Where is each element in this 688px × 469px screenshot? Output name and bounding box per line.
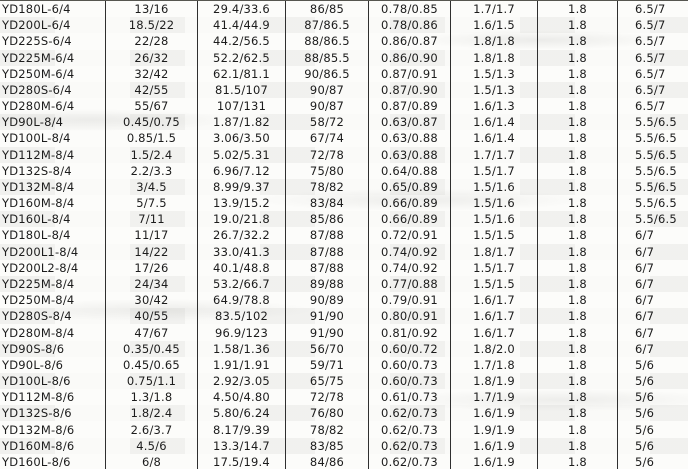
table-cell: 1.5/1.5	[450, 227, 537, 243]
table-cell: 5.5/6.5	[617, 195, 688, 211]
table-cell: 6.5/7	[617, 98, 688, 114]
table-cell: 1.3/1.8	[105, 389, 197, 405]
table-cell: 0.77/0.88	[368, 276, 450, 292]
table-cell: 1.8	[537, 1, 617, 17]
model-cell: YD225S-6/4	[2, 34, 72, 49]
table-cell: 52.2/62.5	[197, 50, 285, 66]
table-cell: 78/82	[285, 421, 368, 437]
table-cell: 5.5/6.5	[617, 163, 688, 179]
table-cell: 72/78	[285, 389, 368, 405]
table-cell: 1.6/1.9	[450, 405, 537, 421]
table-row	[0, 308, 688, 324]
table-row	[0, 179, 688, 195]
table-cell: 1.5/1.6	[450, 195, 537, 211]
table-row	[0, 244, 688, 260]
table-cell: 86/85	[285, 1, 368, 17]
table-cell: 17.5/19.4	[197, 454, 285, 469]
model-cell: YD160L-8/4	[2, 212, 71, 227]
table-cell: 0.87/0.90	[368, 82, 450, 98]
table-cell: 6.5/7	[617, 33, 688, 49]
table-cell: 0.61/0.73	[368, 389, 450, 405]
model-cell: YD225M-6/4	[2, 50, 75, 65]
table-cell: 4.5/6	[105, 438, 197, 454]
table-cell: 0.81/0.92	[368, 324, 450, 340]
table-cell: 1.8	[537, 179, 617, 195]
table-row	[0, 17, 688, 33]
table-cell: 1.8/1.8	[450, 50, 537, 66]
table-cell: 0.60/0.73	[368, 373, 450, 389]
model-cell: YD280M-8/4	[2, 325, 75, 340]
table-row	[0, 147, 688, 163]
table-cell: 0.87/0.89	[368, 98, 450, 114]
table-cell: 1.8	[537, 324, 617, 340]
table-cell: 1.8	[537, 438, 617, 454]
table-row	[0, 66, 688, 82]
table-row	[0, 405, 688, 421]
table-cell: 84/86	[285, 454, 368, 469]
table-cell: 0.78/0.86	[368, 17, 450, 33]
table-cell: 47/67	[105, 324, 197, 340]
table-cell: 1.8/1.7	[450, 244, 537, 260]
table-cell: 1.7/1.7	[450, 147, 537, 163]
table-cell: 1.8	[537, 357, 617, 373]
table-cell: 78/82	[285, 179, 368, 195]
table-cell: 0.79/0.91	[368, 292, 450, 308]
table-cell: 33.0/41.3	[197, 244, 285, 260]
table-cell: 5/6	[617, 373, 688, 389]
table-cell: 65/75	[285, 373, 368, 389]
table-cell: 59/71	[285, 357, 368, 373]
table-cell: 6.5/7	[617, 17, 688, 33]
model-cell: YD160M-8/4	[2, 196, 75, 211]
model-cell: YD160M-8/6	[2, 438, 75, 453]
table-cell: 55/67	[105, 98, 197, 114]
table-cell: 5/6	[617, 438, 688, 454]
table-row	[0, 260, 688, 276]
table-cell: 1.8	[537, 405, 617, 421]
table-cell: 0.78/0.85	[368, 1, 450, 17]
table-cell: 5/6	[617, 421, 688, 437]
table-cell: 1.5/1.5	[450, 276, 537, 292]
table-cell: 0.62/0.73	[368, 454, 450, 469]
model-cell: YD132M-8/6	[2, 422, 75, 437]
table-cell: 1.6/1.5	[450, 17, 537, 33]
table-cell: 0.63/0.88	[368, 147, 450, 163]
table-row	[0, 324, 688, 340]
table-cell: 5.5/6.5	[617, 147, 688, 163]
table-cell: 76/80	[285, 405, 368, 421]
table-cell: 1.5/1.3	[450, 82, 537, 98]
table-row	[0, 50, 688, 66]
table-cell: 40/55	[105, 308, 197, 324]
table-cell: 0.86/0.87	[368, 33, 450, 49]
table-cell: 6.96/7.12	[197, 163, 285, 179]
table-cell: 58/72	[285, 114, 368, 130]
table-cell: 1.8	[537, 130, 617, 146]
table-cell: 4.50/4.80	[197, 389, 285, 405]
model-cell: YD132S-8/4	[2, 163, 72, 178]
table-cell: 62.1/81.1	[197, 66, 285, 82]
table-cell: 1.8	[537, 244, 617, 260]
table-cell: 90/87	[285, 82, 368, 98]
table-cell: 42/55	[105, 82, 197, 98]
table-cell: 1.6/1.7	[450, 308, 537, 324]
table-row	[0, 276, 688, 292]
table-row	[0, 130, 688, 146]
table-cell: 0.62/0.73	[368, 438, 450, 454]
model-cell: YD112M-8/4	[2, 147, 75, 162]
table-cell: 1.7/1.7	[450, 1, 537, 17]
model-cell: YD90S-8/6	[2, 341, 65, 356]
table-row	[0, 438, 688, 454]
table-cell: 5.80/6.24	[197, 405, 285, 421]
table-cell: 1.8	[537, 421, 617, 437]
model-cell: YD90L-8/6	[2, 357, 64, 372]
table-cell: 6.5/7	[617, 82, 688, 98]
table-cell: 13.3/14.7	[197, 438, 285, 454]
table-cell: 88/85.5	[285, 50, 368, 66]
table-cell: 2.6/3.7	[105, 421, 197, 437]
table-cell: 1.8	[537, 98, 617, 114]
table-cell: 1.8	[537, 50, 617, 66]
table-row	[0, 357, 688, 373]
table-cell: 0.64/0.88	[368, 163, 450, 179]
table-cell: 5.5/6.5	[617, 211, 688, 227]
model-cell: YD112M-8/6	[2, 390, 75, 405]
table-cell: 83/85	[285, 438, 368, 454]
table-cell: 0.66/0.89	[368, 195, 450, 211]
table-cell: 13.9/15.2	[197, 195, 285, 211]
table-row	[0, 82, 688, 98]
model-cell: YD200L1-8/4	[2, 244, 79, 259]
table-cell: 3/4.5	[105, 179, 197, 195]
table-cell: 1.8	[537, 373, 617, 389]
table-cell: 1.8	[537, 454, 617, 469]
table-cell: 18.5/22	[105, 17, 197, 33]
table-cell: 1.6/1.7	[450, 292, 537, 308]
table-cell: 1.8	[537, 341, 617, 357]
table-cell: 1.8	[537, 308, 617, 324]
table-cell: 6.5/7	[617, 50, 688, 66]
table-cell: 6/7	[617, 244, 688, 260]
model-cell: YD132S-8/6	[2, 406, 72, 421]
table-cell: 0.45/0.75	[105, 114, 197, 130]
table-cell: 83.5/102	[197, 308, 285, 324]
table-cell: 96.9/123	[197, 324, 285, 340]
table-cell: 0.74/0.92	[368, 260, 450, 276]
table-row	[0, 33, 688, 49]
table-row	[0, 163, 688, 179]
table-cell: 81.5/107	[197, 82, 285, 98]
table-cell: 17/26	[105, 260, 197, 276]
table-cell: 5/7.5	[105, 195, 197, 211]
table-cell: 1.8	[537, 114, 617, 130]
table-row	[0, 114, 688, 130]
model-cell: YD280S-6/4	[2, 82, 72, 97]
table-cell: 1.8	[537, 33, 617, 49]
table-cell: 1.6/1.9	[450, 454, 537, 469]
table-cell: 1.58/1.36	[197, 341, 285, 357]
table-row	[0, 1, 688, 17]
table-cell: 1.8/2.0	[450, 341, 537, 357]
model-cell: YD250M-8/4	[2, 293, 75, 308]
table-cell: 40.1/48.8	[197, 260, 285, 276]
table-cell: 2.92/3.05	[197, 373, 285, 389]
table-cell: 0.86/0.90	[368, 50, 450, 66]
table-cell: 1.8	[537, 292, 617, 308]
table-cell: 6/7	[617, 308, 688, 324]
table-cell: 1.8	[537, 17, 617, 33]
table-cell: 1.8	[537, 260, 617, 276]
table-cell: 89/88	[285, 276, 368, 292]
table-row	[0, 454, 688, 469]
model-cell: YD132M-8/4	[2, 179, 75, 194]
table-cell: 1.8	[537, 211, 617, 227]
model-cell: YD280S-8/4	[2, 309, 72, 324]
table-cell: 11/17	[105, 227, 197, 243]
table-row	[0, 292, 688, 308]
table-cell: 1.6/1.3	[450, 98, 537, 114]
table-cell: 29.4/33.6	[197, 1, 285, 17]
table-row	[0, 227, 688, 243]
table-cell: 32/42	[105, 66, 197, 82]
table-cell: 1.7/1.9	[450, 389, 537, 405]
table-cell: 26/32	[105, 50, 197, 66]
table-cell: 1.8	[537, 195, 617, 211]
table-cell: 6/8	[105, 454, 197, 469]
table-cell: 1.8	[537, 82, 617, 98]
table-cell: 6/7	[617, 341, 688, 357]
table-cell: 0.65/0.89	[368, 179, 450, 195]
table-cell: 6/7	[617, 292, 688, 308]
table-row	[0, 211, 688, 227]
table-cell: 6/7	[617, 260, 688, 276]
table-cell: 1.91/1.91	[197, 357, 285, 373]
table-cell: 0.87/0.91	[368, 66, 450, 82]
table-cell: 90/89	[285, 292, 368, 308]
table-row	[0, 373, 688, 389]
table-cell: 85/86	[285, 211, 368, 227]
table-cell: 6/7	[617, 276, 688, 292]
table-cell: 5.5/6.5	[617, 130, 688, 146]
table-cell: 1.8	[537, 163, 617, 179]
table-cell: 1.6/1.4	[450, 130, 537, 146]
table-cell: 87/86.5	[285, 17, 368, 33]
table-cell: 8.17/9.39	[197, 421, 285, 437]
model-cell: YD200L2-8/4	[2, 260, 79, 275]
table-cell: 5.02/5.31	[197, 147, 285, 163]
table-row	[0, 341, 688, 357]
model-cell: YD160L-8/6	[2, 454, 71, 469]
table-cell: 87/88	[285, 227, 368, 243]
table-cell: 19.0/21.8	[197, 211, 285, 227]
table-cell: 0.75/1.1	[105, 373, 197, 389]
table-cell: 5.5/6.5	[617, 179, 688, 195]
model-cell: YD180L-8/4	[2, 228, 71, 243]
table-cell: 1.5/1.3	[450, 66, 537, 82]
table-cell: 87/88	[285, 260, 368, 276]
table-row	[0, 195, 688, 211]
table-cell: 1.8/2.4	[105, 405, 197, 421]
table-cell: 1.8	[537, 389, 617, 405]
table-cell: 1.8/1.9	[450, 373, 537, 389]
table-cell: 1.9/1.9	[450, 421, 537, 437]
table-cell: 8.99/9.37	[197, 179, 285, 195]
table-cell: 0.60/0.73	[368, 357, 450, 373]
table-cell: 5/6	[617, 405, 688, 421]
table-cell: 13/16	[105, 1, 197, 17]
table-cell: 1.5/1.7	[450, 163, 537, 179]
model-cell: YD200L-6/4	[2, 18, 71, 33]
table-cell: 5/6	[617, 357, 688, 373]
table-cell: 72/78	[285, 147, 368, 163]
model-cell: YD280M-6/4	[2, 99, 75, 114]
table-cell: 0.80/0.91	[368, 308, 450, 324]
table-cell: 5/6	[617, 454, 688, 469]
table-cell: 14/22	[105, 244, 197, 260]
table-cell: 3.06/3.50	[197, 130, 285, 146]
table-cell: 1.8	[537, 66, 617, 82]
table-cell: 0.63/0.88	[368, 130, 450, 146]
table-cell: 6.5/7	[617, 1, 688, 17]
table-cell: 0.66/0.89	[368, 211, 450, 227]
table-cell: 0.60/0.72	[368, 341, 450, 357]
table-cell: 30/42	[105, 292, 197, 308]
table-cell: 1.7/1.8	[450, 357, 537, 373]
table-cell: 1.6/1.4	[450, 114, 537, 130]
table-cell: 56/70	[285, 341, 368, 357]
table-cell: 0.74/0.92	[368, 244, 450, 260]
model-cell: YD100L-8/6	[2, 374, 71, 389]
table-cell: 22/28	[105, 33, 197, 49]
table-cell: 1.8	[537, 227, 617, 243]
table-cell: 91/90	[285, 324, 368, 340]
table-cell: 1.5/2.4	[105, 147, 197, 163]
table-cell: 6.5/7	[617, 66, 688, 82]
table-cell: 5.5/6.5	[617, 114, 688, 130]
table-cell: 7/11	[105, 211, 197, 227]
model-cell: YD100L-8/4	[2, 131, 71, 146]
table-cell: 1.87/1.82	[197, 114, 285, 130]
table-cell: 2.2/3.3	[105, 163, 197, 179]
table-row	[0, 389, 688, 405]
table-cell: 26.7/32.2	[197, 227, 285, 243]
model-cell: YD90L-8/4	[2, 115, 64, 130]
table-cell: 24/34	[105, 276, 197, 292]
table-cell: 87/88	[285, 244, 368, 260]
table-cell: 75/80	[285, 163, 368, 179]
table-cell: 67/74	[285, 130, 368, 146]
table-cell: 1.5/1.6	[450, 179, 537, 195]
table-cell: 1.6/1.9	[450, 438, 537, 454]
table-row	[0, 98, 688, 114]
table-cell: 0.45/0.65	[105, 357, 197, 373]
table-cell: 53.2/66.7	[197, 276, 285, 292]
table-cell: 1.8/1.8	[450, 33, 537, 49]
table-cell: 1.8	[537, 276, 617, 292]
table-cell: 5/6	[617, 389, 688, 405]
model-cell: YD250M-6/4	[2, 66, 75, 81]
table-cell: 107/131	[197, 98, 285, 114]
model-cell: YD225M-8/4	[2, 277, 75, 291]
table-cell: 6/7	[617, 227, 688, 243]
table-cell: 88/86.5	[285, 33, 368, 49]
table-cell: 0.85/1.5	[105, 130, 197, 146]
table-cell: 83/84	[285, 195, 368, 211]
table-cell: 1.5/1.7	[450, 260, 537, 276]
table-cell: 41.4/44.9	[197, 17, 285, 33]
table-cell: 1.5/1.6	[450, 211, 537, 227]
table-row	[0, 421, 688, 437]
table-cell: 90/86.5	[285, 66, 368, 82]
table-cell: 44.2/56.5	[197, 33, 285, 49]
table-cell: 64.9/78.8	[197, 292, 285, 308]
table-cell: 0.62/0.73	[368, 421, 450, 437]
table-cell: 1.8	[537, 147, 617, 163]
table-cell: 6/7	[617, 324, 688, 340]
model-cell: YD180L-6/4	[2, 2, 71, 17]
table-cell: 90/87	[285, 98, 368, 114]
table-cell: 0.63/0.87	[368, 114, 450, 130]
table-cell: 1.6/1.7	[450, 324, 537, 340]
table-cell: 0.72/0.91	[368, 227, 450, 243]
table-cell: 0.35/0.45	[105, 341, 197, 357]
table-cell: 0.62/0.73	[368, 405, 450, 421]
table-cell: 91/90	[285, 308, 368, 324]
